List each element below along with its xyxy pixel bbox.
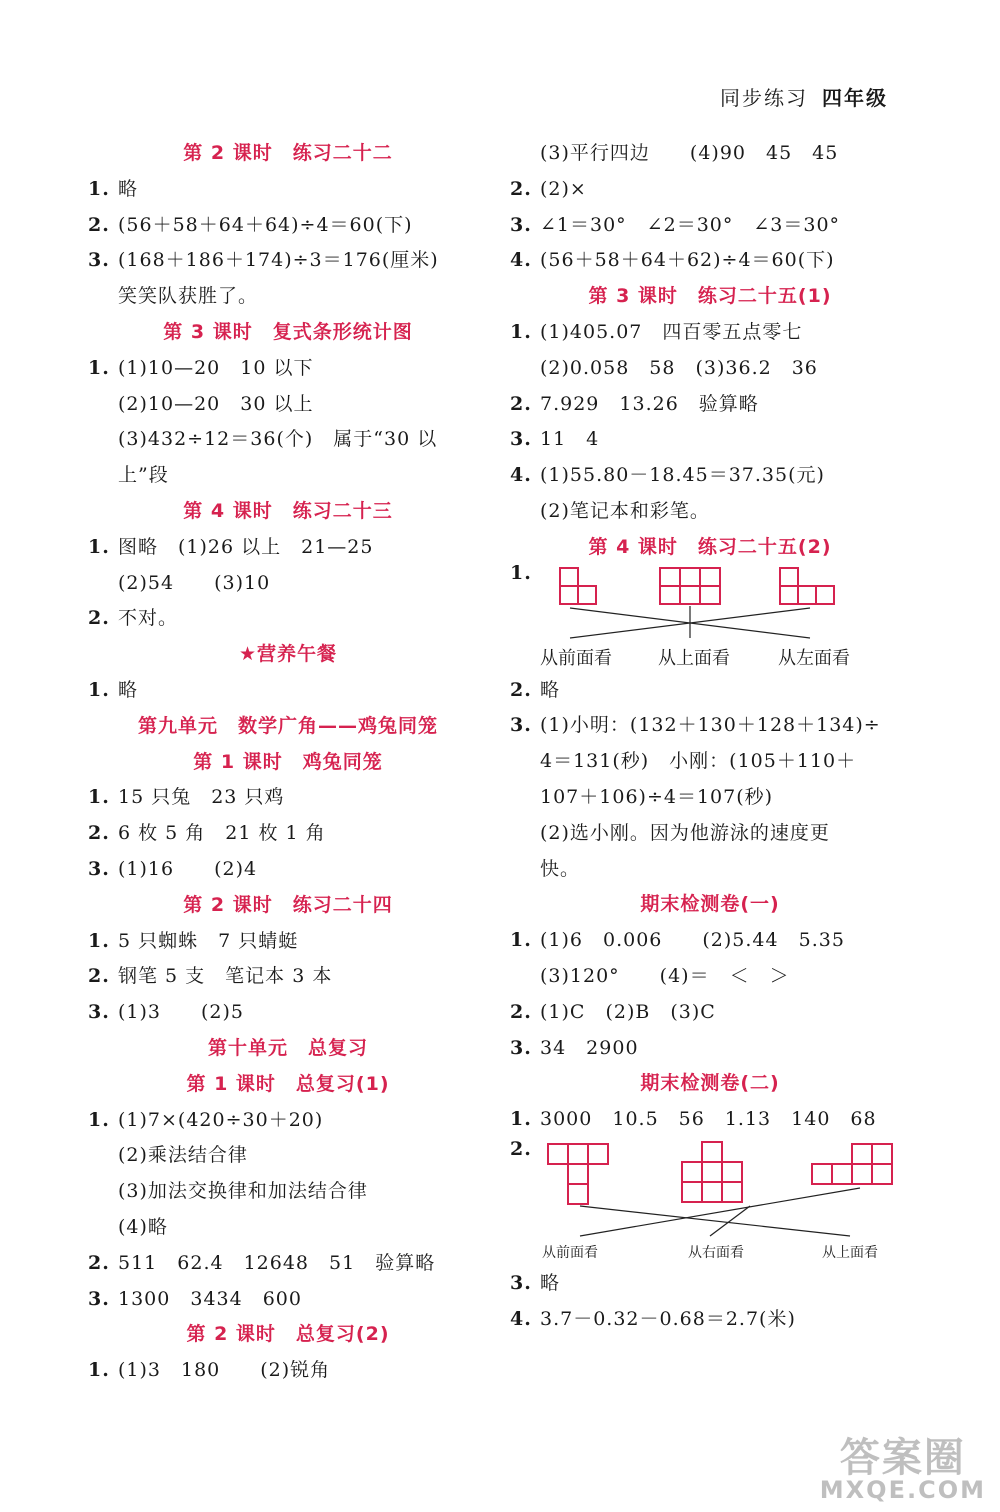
watermark-url: MXQE.COM bbox=[819, 1476, 986, 1504]
answer-text: 7.929 13.26 验算略 bbox=[540, 392, 759, 415]
answer-text: (1)6 0.006 (2)5.44 5.35 bbox=[540, 929, 845, 952]
answer-line bbox=[510, 458, 910, 494]
answer-text: 图略 (1)26 以上 21—25 bbox=[118, 535, 374, 558]
question-number: 2. bbox=[510, 392, 532, 415]
answer-line bbox=[88, 1103, 488, 1139]
answer-line bbox=[88, 959, 488, 995]
answer-continuation: (3)120° (4)＝ ＜ ＞ bbox=[540, 964, 790, 987]
view-label: 从右面看 bbox=[688, 1244, 744, 1261]
answer-line bbox=[88, 924, 488, 960]
answer-continuation: 107＋106)÷4＝107(秒) bbox=[540, 785, 774, 808]
answer-line bbox=[510, 1266, 910, 1302]
watermark-logo-text: 答案圈 bbox=[839, 1435, 966, 1481]
answer-line bbox=[510, 995, 910, 1031]
answer-line bbox=[88, 530, 488, 566]
question-number: 1. bbox=[88, 1108, 110, 1131]
view-label: 从左面看 bbox=[778, 647, 850, 669]
question-number: 1. bbox=[510, 561, 532, 584]
answer-line bbox=[510, 422, 910, 458]
left-view-shape bbox=[780, 568, 834, 604]
watermark bbox=[819, 1435, 986, 1504]
section-heading: 第 2 课时 总复习(2) bbox=[186, 1323, 390, 1346]
section-heading: ★营养午餐 bbox=[238, 643, 338, 666]
question-number: 3. bbox=[88, 249, 110, 272]
front-view-shape bbox=[560, 568, 596, 604]
question-number: 2. bbox=[88, 213, 110, 236]
answer-continuation: (2)0.058 58 (3)36.2 36 bbox=[540, 356, 818, 379]
answer-text: (56＋58＋64＋64)÷4＝60(下) bbox=[118, 213, 413, 236]
answer-text: (1)16 (2)4 bbox=[118, 857, 258, 880]
answer-text: ∠1＝30° ∠2＝30° ∠3＝30° bbox=[540, 213, 841, 236]
answer-text: (1)小明：(132＋130＋128＋134)÷ bbox=[540, 714, 881, 737]
question-number: 3. bbox=[510, 428, 532, 451]
answer-line bbox=[88, 351, 488, 387]
right-view-shape bbox=[682, 1142, 742, 1202]
question-number: 1. bbox=[88, 678, 110, 701]
answer-continuation: (2)笔记本和彩笔。 bbox=[540, 499, 710, 522]
question-number: 3. bbox=[88, 1287, 110, 1310]
answer-text: (56＋58＋64＋62)÷4＝60(下) bbox=[540, 249, 835, 272]
answer-text: 5 只蜘蛛 7 只蜻蜓 bbox=[118, 929, 299, 952]
answer-line bbox=[88, 816, 488, 852]
question-number: 3. bbox=[510, 1036, 532, 1059]
answer-line bbox=[510, 1102, 910, 1138]
question-number: 2. bbox=[510, 1000, 532, 1023]
unit-heading: 第十单元 总复习 bbox=[207, 1036, 368, 1059]
answer-line bbox=[510, 1302, 910, 1338]
question-number: 1. bbox=[88, 1359, 110, 1382]
answer-text: 3.7－0.32－0.68＝2.7(米) bbox=[540, 1307, 796, 1330]
top-view-shape bbox=[812, 1144, 892, 1184]
view-diagram bbox=[540, 1138, 920, 1248]
answer-text: 511 62.4 12648 51 验算略 bbox=[118, 1251, 436, 1274]
unit-heading: 第九单元 数学广角——鸡兔同笼 bbox=[137, 714, 438, 737]
answer-continuation: (3)432÷12＝36(个) 属于“30 以 bbox=[118, 428, 438, 451]
answer-text: 11 4 bbox=[540, 428, 600, 451]
answer-text: (1)3 180 (2)锐角 bbox=[118, 1359, 331, 1382]
answer-line bbox=[510, 172, 910, 208]
answer-text: (1)7×(420÷30＋20) bbox=[118, 1108, 324, 1131]
answer-text: 15 只兔 23 只鸡 bbox=[118, 786, 285, 809]
answer-line bbox=[88, 995, 488, 1031]
section-heading: 第 1 课时 鸡兔同笼 bbox=[193, 750, 383, 773]
top-view-shape bbox=[660, 568, 720, 604]
question-number: 3. bbox=[88, 857, 110, 880]
answer-line bbox=[88, 243, 488, 279]
answer-text: 略 bbox=[540, 1271, 561, 1294]
question-number: 3. bbox=[510, 213, 532, 236]
question-number: 4. bbox=[510, 1307, 532, 1330]
answer-line bbox=[88, 673, 488, 709]
question-number: 2. bbox=[510, 177, 532, 200]
section-heading: 期末检测卷(二) bbox=[640, 1072, 780, 1095]
answer-text: (168＋186＋174)÷3＝176(厘米) bbox=[118, 249, 439, 272]
answer-continuation: 4＝131(秒) 小刚：(105＋110＋ bbox=[540, 750, 857, 773]
right-column bbox=[510, 136, 910, 1338]
answer-continuation: (3)平行四边 (4)90 45 45 bbox=[540, 142, 839, 164]
view-label: 从上面看 bbox=[658, 647, 730, 669]
answer-text: 略 bbox=[540, 678, 561, 701]
question-number: 2. bbox=[88, 965, 110, 988]
answer-text: (1)C (2)B (3)C bbox=[540, 1000, 716, 1023]
answer-text: (1)3 (2)5 bbox=[118, 1001, 245, 1024]
section-heading: 期末检测卷(一) bbox=[640, 893, 780, 916]
answer-text: 6 枚 5 角 21 枚 1 角 bbox=[118, 822, 326, 845]
answer-line bbox=[510, 387, 910, 423]
page-header bbox=[720, 82, 888, 111]
answer-text: 略 bbox=[118, 177, 139, 200]
question-number: 1. bbox=[88, 786, 110, 809]
answer-line bbox=[510, 315, 910, 351]
view-label: 从上面看 bbox=[822, 1244, 878, 1261]
question-number: 1. bbox=[88, 177, 110, 200]
answer-line bbox=[510, 1031, 910, 1067]
view-label: 从前面看 bbox=[540, 647, 612, 669]
question-number: 4. bbox=[510, 464, 532, 487]
connector-lines bbox=[570, 606, 810, 638]
question-number: 1. bbox=[88, 535, 110, 558]
answer-continuation: 快。 bbox=[540, 857, 581, 880]
question-number: 3. bbox=[510, 714, 532, 737]
answer-line bbox=[88, 1246, 488, 1282]
answer-line bbox=[88, 208, 488, 244]
question-number: 2. bbox=[510, 678, 532, 701]
section-heading: 第 1 课时 总复习(1) bbox=[186, 1072, 390, 1095]
answer-line bbox=[510, 208, 910, 244]
answer-text: 1300 3434 600 bbox=[118, 1287, 302, 1310]
question-number: 3. bbox=[510, 1271, 532, 1294]
grade-label: 四年级 bbox=[822, 86, 888, 110]
answer-continuation: (4)略 bbox=[118, 1215, 168, 1238]
connector-lines bbox=[580, 1188, 860, 1236]
question-number: 2. bbox=[510, 1137, 532, 1160]
answer-line bbox=[510, 708, 910, 744]
question-number: 1. bbox=[88, 356, 110, 379]
answer-text: (1)55.80－18.45＝37.35(元) bbox=[540, 464, 825, 487]
front-view-shape bbox=[548, 1144, 608, 1204]
answer-text: (2)× bbox=[540, 177, 587, 200]
answer-text: 钢笔 5 支 笔记本 3 本 bbox=[118, 965, 333, 988]
answer-text: 不对。 bbox=[118, 607, 179, 630]
three-view-figure-2 bbox=[510, 1138, 910, 1266]
answer-text: 3000 10.5 56 1.13 140 68 bbox=[540, 1108, 877, 1131]
section-heading: 第 2 课时 练习二十四 bbox=[183, 893, 393, 916]
answer-continuation: 上”段 bbox=[118, 464, 169, 487]
question-number: 2. bbox=[88, 822, 110, 845]
question-number: 2. bbox=[88, 1251, 110, 1274]
question-number: 4. bbox=[510, 249, 532, 272]
answer-line bbox=[88, 172, 488, 208]
section-heading: 第 2 课时 练习二十二 bbox=[183, 142, 393, 164]
answer-text: (1)405.07 四百零五点零七 bbox=[540, 320, 803, 343]
answer-text: (1)10—20 10 以下 bbox=[118, 356, 314, 379]
answer-text: 略 bbox=[118, 678, 139, 701]
answer-line bbox=[88, 601, 488, 637]
answer-continuation: (2)54 (3)10 bbox=[118, 571, 271, 594]
answer-line bbox=[510, 1132, 540, 1168]
answer-line bbox=[88, 1353, 488, 1389]
question-number: 1. bbox=[88, 929, 110, 952]
answer-line bbox=[510, 243, 910, 279]
answer-line bbox=[510, 673, 910, 709]
answer-continuation: (2)乘法结合律 bbox=[118, 1144, 248, 1167]
view-label: 从前面看 bbox=[542, 1244, 598, 1261]
question-number: 1. bbox=[510, 1108, 532, 1131]
three-view-figure-1 bbox=[510, 561, 910, 673]
answer-text: 34 2900 bbox=[540, 1036, 639, 1059]
question-number: 1. bbox=[510, 320, 532, 343]
answer-line bbox=[88, 780, 488, 816]
answer-continuation: (2)10—20 30 以上 bbox=[118, 392, 314, 415]
section-heading: 第 4 课时 练习二十五(2) bbox=[588, 535, 832, 558]
answer-line bbox=[88, 1282, 488, 1318]
book-title: 同步练习 bbox=[720, 86, 808, 110]
question-number: 1. bbox=[510, 929, 532, 952]
answer-line bbox=[510, 556, 540, 592]
answer-continuation: 笑笑队获胜了。 bbox=[118, 285, 259, 308]
view-diagram bbox=[540, 566, 920, 646]
answer-line bbox=[88, 852, 488, 888]
answer-continuation: (3)加法交换律和加法结合律 bbox=[118, 1180, 368, 1203]
answer-line bbox=[510, 923, 910, 959]
section-heading: 第 4 课时 练习二十三 bbox=[183, 499, 393, 522]
question-number: 2. bbox=[88, 607, 110, 630]
answer-continuation: (2)选小刚。因为他游泳的速度更 bbox=[540, 821, 830, 844]
question-number: 3. bbox=[88, 1001, 110, 1024]
left-column bbox=[88, 136, 488, 1389]
section-heading: 第 3 课时 复式条形统计图 bbox=[163, 320, 413, 343]
section-heading: 第 3 课时 练习二十五(1) bbox=[588, 285, 832, 308]
